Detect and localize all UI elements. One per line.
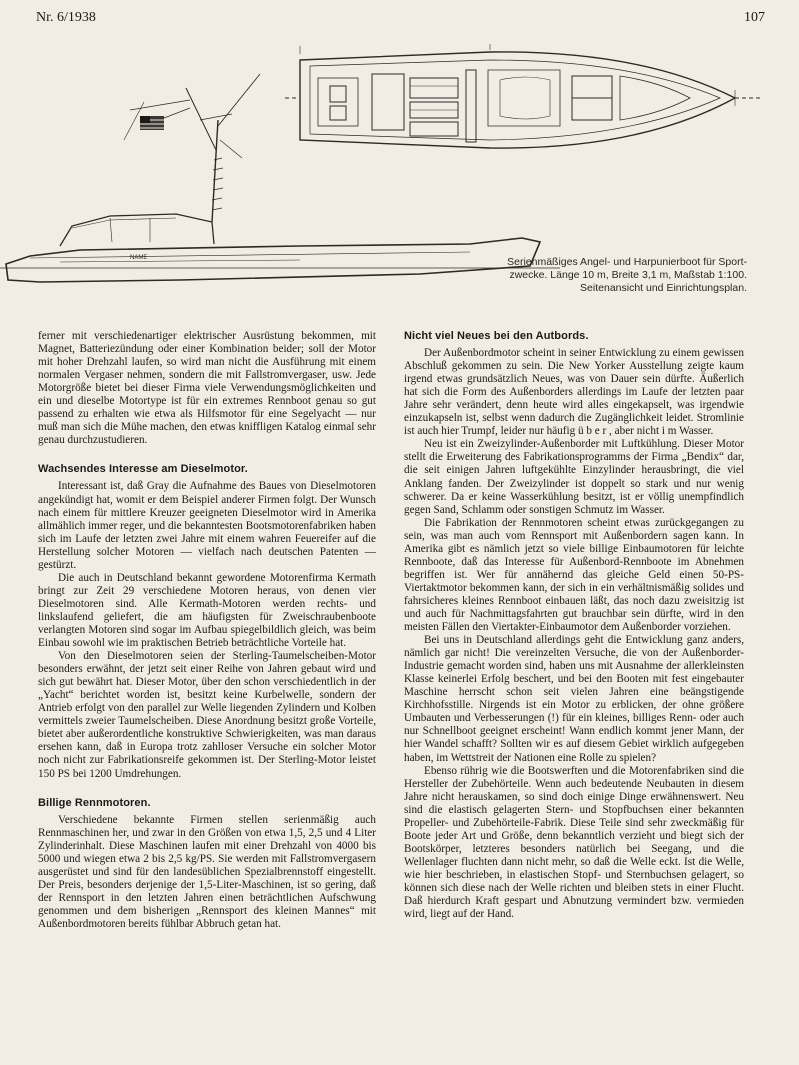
paragraph: Ebenso rührig wie die Bootswerften und die Motorenfabriken sind die Hersteller der Zubehörteile. Wenn auch bedeutende Neubauten in diesem Jahre nicht herauskamen, so sind doch einige Dinge erwähnenswert. Neu sind die elastisch gelagerten Stern- und Stopfbuchsen einer bekannten Propeller- und Zubehörteile-Fabrik. Diese Teile sind sehr zweckmäßig für Boote jeder Art und Größe, denn bekanntlich verzieht und biegt sich der Bootskörper, letzteres besonders natürlich bei Seegang, und die Wellenlager fluchten dann nicht mehr, so daß die Welle eckt. Ist die Welle, wie hier beschrieben, in elastischen Stopf- und Sternbuchsen gelagert, so können sich diese nach der Welle richten und bleiben stets in einer Flucht. Daß hierdurch Kraft gespart und Abnutzung vermindert bzw. vermieden wird, liegt auf der Hand.: [404, 764, 744, 921]
caption-line: zwecke. Länge 10 m, Breite 3,1 m, Maßstab 1:100.: [509, 269, 747, 281]
boat-drawing-figure: [0, 30, 799, 320]
section-heading: Wachsendes Interesse am Dieselmotor.: [38, 463, 248, 476]
caption-line: Serienmäßiges Angel- und Harpunierboot für Sport-: [507, 256, 747, 268]
paragraph: Neu ist ein Zweizylinder-Außenborder mit Luftkühlung. Dieser Motor stellt die Erweiterung des Fabrikationsprogramms der Firma „Bendix“ dar, die seit einigen Jahren luftgekühlte Einzylinder herausbringt, die viel Anklang fanden. Der Zweizylinder ist doppelt so stark und nur wenig schwerer. Da er keine Wasserkühlung besitzt, ist er völlig unempfindlich gegen Sand, Schlamm oder sonstigen Schmutz im Wasser.: [404, 438, 744, 516]
page-number: 107: [744, 10, 765, 25]
paragraph: Der Außenbordmotor scheint in seiner Entwicklung zu einem gewissen Abschluß gekommen zu sein. Die New Yorker Ausstellung zeigte kaum irgend etwas grundsätzlich Neues, was von Dauer sein dürfte. Äußerlich hat sich die Form des Außenborders allerdings im Laufe der letzten paar Jahre sehr verändert, denn heute wird alles eingekapselt, was irgendwie einzukapseln ist, selbst wenn dadurch die Zugänglichkeit leidet. Stromlinie ist auch hier Trumpf, leider nur häufig ü b e r , aber nicht i m Wasser.: [404, 347, 744, 438]
paragraph: Interessant ist, daß Gray die Aufnahme des Baues von Dieselmotoren angekündigt hat, womit er dem Beispiel anderer Firmen folgt. Der Wunsch nach einem für mittlere Kreuzer geeigneten Dieselmotor wird in Amerika allmählich immer reger, und die bekanntesten Bootsmotorenfabriken haben sich im Laufe der letzten zwei Jahre mit einem wahren Feuereifer auf die Herstellung solcher Motoren — vielfach nach deutschen Patenten — gestürzt.: [38, 480, 376, 571]
hull-name-label: NAME: [130, 255, 148, 261]
paragraph: Die Fabrikation der Rennmotoren scheint etwas zurückgegangen zu sein, was man auch vom Rennsport mit Außenbordern sagen kann. In Amerika gibt es nämlich jetzt so viele billige Einbaumotoren für leichte Rennboote, daß das Interesse für Außenbord-Rennboote im Abnehmen begriffen ist. Wer für annähernd das gleiche Geld einen 50-PS-Viertaktmotor bekommen kann, der sich in ein verhältnismäßig solides und fahrsicheres kleines Rennboot einbauen läßt, das noch dazu zweisitzig ist und auch für Nachmittagsfahrten gut brauchbar sein dürfte, wird in den meisten Fällen den Viertakter-Einbaumotor dem Außenborder vorziehen.: [404, 516, 744, 634]
section-heading: Billige Rennmotoren.: [38, 796, 151, 809]
caption-line: Seitenansicht und Einrichtungsplan.: [580, 282, 747, 294]
section-heading: Nicht viel Neues bei den Autbords.: [404, 330, 589, 342]
paragraph: Die auch in Deutschland bekannt gewordene Motorenfirma Kermath bringt zur Zeit 29 verschiedene Motoren heraus, von denen vier Dieselmotoren sind. Alle Kermath-Motoren werden rechts- und linkslaufend geliefert, die am häufigsten für Zweischraubenboote verlangten Motoren sind sogar im Aufbau spiegelbildlich gleich, was beim Einbau sowohl wie im praktischen Betrieb beträchtliche Vorteile hat.: [38, 571, 376, 650]
figure-caption: [467, 256, 747, 295]
left-column: [38, 330, 376, 931]
issue-number: Nr. 6/1938: [36, 10, 96, 25]
paragraph: Von den Dieselmotoren seien der Sterling-Taumelscheiben-Motor besonders erwähnt, der jetzt seit einer Reihe von Jahren gebaut wird und sich gut bewährt hat. Dieser Motor, über den schon verschiedentlich in der „Yacht“ berichtet worden ist, besitzt keine Kurbelwelle, sondern der Antrieb erfolgt von den parallel zur Welle liegenden Zylindern und Kolben vermittels zweier Taumelscheiben. Diese Anordnung besitzt große Vorteile, bietet aber außerordentliche konstruktive Schwierigkeiten, was man daraus ersehen kann, daß in Europa trotz zahlloser Versuche ein solcher Motor noch nicht zur Fabrikationsreife gekommen ist. Der Sterling-Motor leistet 150 PS bei 1200 Umdrehungen.: [38, 650, 376, 780]
paragraph: Bei uns in Deutschland allerdings geht die Entwicklung ganz anders, nämlich gar nicht! Die vereinzelten Versuche, die von der Außenborder-Industrie gemacht worden sind, haben uns mit Ausnahme der allerkleinsten Klasse keinerlei Erfolg beschert, und bei den Booten mit fest eingebauter Maschine herrscht schon seit vielen Jahren eine beängstigende Kirchhofsstille. Nirgends ist ein Motor zu erblicken, der ohne größere Umbauten und Verbesserungen (!) für ein kleines, billiges Renn- oder auch nur Schnellboot geeignet erscheint! Wann endlich kommt jener Mann, der hier Wandel schafft? Sollten wir es auf diesem Gebiet wirklich aufgegeben haben, im Wettstreit der Nationen eine Rolle zu spielen?: [404, 634, 744, 764]
page-header: [36, 10, 765, 30]
right-column: [404, 330, 744, 921]
flag: [140, 108, 190, 130]
plan-view-drawing: [285, 44, 760, 148]
paragraph: ferner mit verschiedenartiger elektrischer Ausrüstung bekommen, mit Magnet, Batteriezündung oder einer Kombination beider; soll der Motor mit hoher Drehzahl laufen, so wird man nicht die Ausführung mit einem normalen Vergaser nehmen, sondern die mit Fallstromvergaser, usw. Jede Motorgröße bietet bei dieser Firma viele Verwendungsmöglichkeiten und ein und dieselbe Motortype ist für ein extremes Rennboot genau so gut passend zu erhalten wie etwa als Hilfsmotor für eine Segelyacht — nur muß man sich die Mühe machen, den etwas kniffligen Katalog einmal sehr genau durchzustudieren.: [38, 330, 376, 447]
paragraph: Verschiedene bekannte Firmen stellen serienmäßig auch Rennmaschinen her, und zwar in den Größen von etwa 1,5, 2,5 und 4 Liter Zylinderinhalt. Diese Maschinen laufen mit einer Drehzahl von 4000 bis 5000 und wiegen etwa 2 bis 2,5 kg/PS. Sie werden mit Fallstromvergasern ausgerüstet und sind für den landesüblichen Spezialbrennstoff eingestellt. Der Preis, besonders derjenige der 1,5-Liter-Maschinen, ist so gering, daß der Rennsport in den letzten Jahren einen beträchtlichen Aufschwung genommen und dem bisherigen „Rennsport des kleinen Mannes“ mit Außenbordmotoren bereits fühlbar Abbruch getan hat.: [38, 813, 376, 930]
